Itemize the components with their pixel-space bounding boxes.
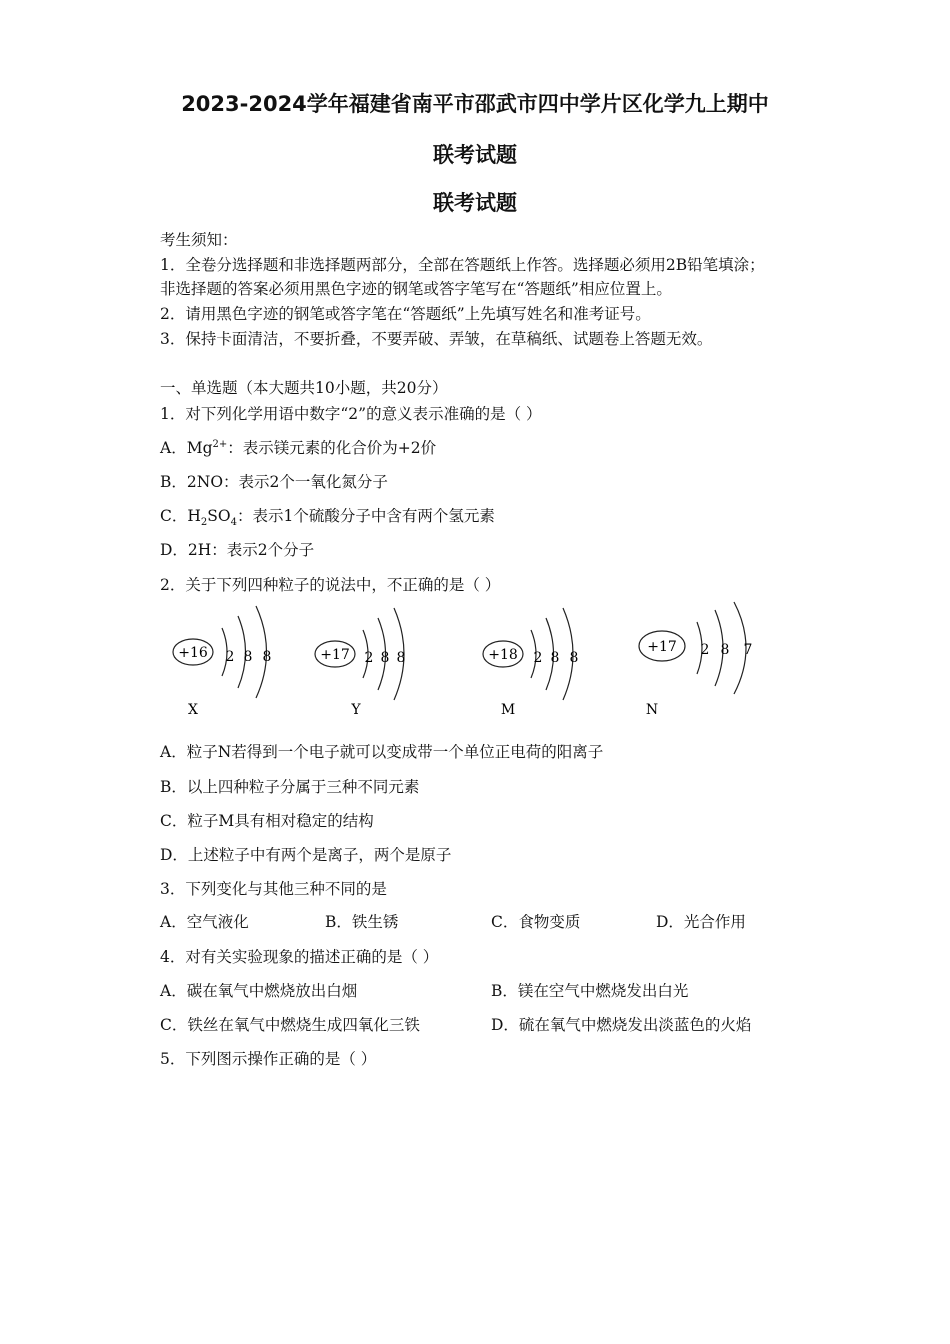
particle-x-shell-1: 2: [225, 649, 235, 665]
q4-option-c: C．铁丝在氧气中燃烧生成四氧化三铁: [160, 1016, 420, 1034]
q1-a-charge: 2+: [212, 438, 228, 450]
q3-stem: 3．下列变化与其他三种不同的是: [160, 880, 387, 898]
particle-y-shell-1: 2: [364, 650, 374, 666]
q1-a-suffix: ：表示镁元素的化合价为+2价: [227, 439, 437, 457]
particle-x-nucleus: +16: [178, 645, 208, 661]
notice-item-2: 2．请用黑色字迹的钢笔或答字笔在“答题纸”上先填写姓名和准考证号。: [160, 305, 651, 323]
q1-a-prefix: A．Mg: [160, 439, 213, 457]
q2-option-a: A．粒子N若得到一个电子就可以变成带一个单位正电荷的阳离子: [160, 743, 604, 761]
q2-option-c: C．粒子M具有相对稳定的结构: [160, 812, 374, 830]
q4-stem: 4．对有关实验现象的描述正确的是（ ）: [160, 948, 439, 966]
q3-option-a: A．空气液化: [160, 913, 249, 931]
particle-m: [483, 608, 578, 718]
notice-item-1a: 1．全卷分选择题和非选择题两部分，全部在答题纸上作答。选择题必须用2B铅笔填涂；: [160, 256, 765, 274]
q3-option-b: B．铁生锈: [325, 913, 399, 931]
section-heading: 一、单选题（本大题共10小题，共20分）: [160, 379, 448, 397]
particle-n: [639, 602, 752, 718]
q1-c-suffix: ：表示1个硫酸分子中含有两个氢元素: [236, 507, 495, 525]
q1-c-prefix: C．H: [160, 507, 201, 525]
particle-y-label: Y: [351, 702, 361, 718]
particle-n-shell-1: 2: [700, 642, 710, 658]
q4-option-d: D．硫在氧气中燃烧发出淡蓝色的火焰: [491, 1016, 752, 1034]
q3-option-d: D．光合作用: [656, 913, 746, 931]
particle-m-shell-1: 2: [533, 650, 543, 666]
particle-m-shell-2: 8: [550, 650, 560, 666]
particle-m-nucleus: +18: [488, 647, 518, 663]
q3-option-c: C．食物变质: [491, 913, 581, 931]
particle-y-shell-3: 8: [396, 650, 406, 666]
atom-structure-diagram: [160, 600, 780, 725]
particle-n-shell-2: 8: [720, 642, 730, 658]
q2-option-b: B．以上四种粒子分属于三种不同元素: [160, 778, 420, 796]
q1-option-c: [160, 504, 495, 528]
q2-option-d: D．上述粒子中有两个是离子，两个是原子: [160, 846, 452, 864]
q1-c-mid: SO: [207, 507, 231, 525]
exam-title-line2: 联考试题: [433, 143, 517, 167]
particle-n-nucleus: +17: [647, 639, 677, 655]
particle-x-shell-3: 8: [262, 649, 272, 665]
particle-m-label: M: [500, 702, 516, 718]
particle-x: [173, 606, 271, 718]
q1-stem: 1．对下列化学用语中数字“2”的意义表示准确的是（ ）: [160, 405, 542, 423]
q1-c-sub1: 2: [200, 517, 208, 529]
notice-item-1b: 非选择题的答案必须用黑色字迹的钢笔或答字笔写在“答题纸”相应位置上。: [160, 280, 672, 298]
notice-heading: 考生须知：: [160, 231, 238, 249]
particle-x-shell-2: 8: [243, 649, 253, 665]
q4-option-b: B．镁在空气中燃烧发出白光: [491, 982, 689, 1000]
particle-n-label: N: [645, 702, 659, 718]
particle-n-shell-3: 7: [743, 642, 753, 658]
notice-item-3: 3．保持卡面清洁，不要折叠，不要弄破、弄皱，在草稿纸、试题卷上答题无效。: [160, 330, 713, 348]
q1-c-sub2: 4: [230, 517, 237, 529]
q1-option-a: [160, 436, 436, 458]
q4-option-a: A．碳在氧气中燃烧放出白烟: [160, 982, 358, 1000]
particle-y-shell-2: 8: [380, 650, 390, 666]
q2-stem: 2．关于下列四种粒子的说法中，不正确的是（ ）: [160, 576, 501, 594]
particle-x-label: X: [188, 702, 198, 718]
q5-stem: 5．下列图示操作正确的是（ ）: [160, 1050, 377, 1068]
q1-option-b: B．2NO：表示2个一氧化氮分子: [160, 473, 388, 491]
exam-title-line1: 2023-2024学年福建省南平市邵武市四中学片区化学九上期中: [181, 92, 769, 116]
exam-title-line3: 联考试题: [433, 191, 517, 215]
particle-m-shell-3: 8: [569, 650, 579, 666]
particle-y: [315, 608, 405, 718]
particle-y-nucleus: +17: [320, 647, 350, 663]
q1-option-d: D．2H：表示2个分子: [160, 541, 315, 559]
